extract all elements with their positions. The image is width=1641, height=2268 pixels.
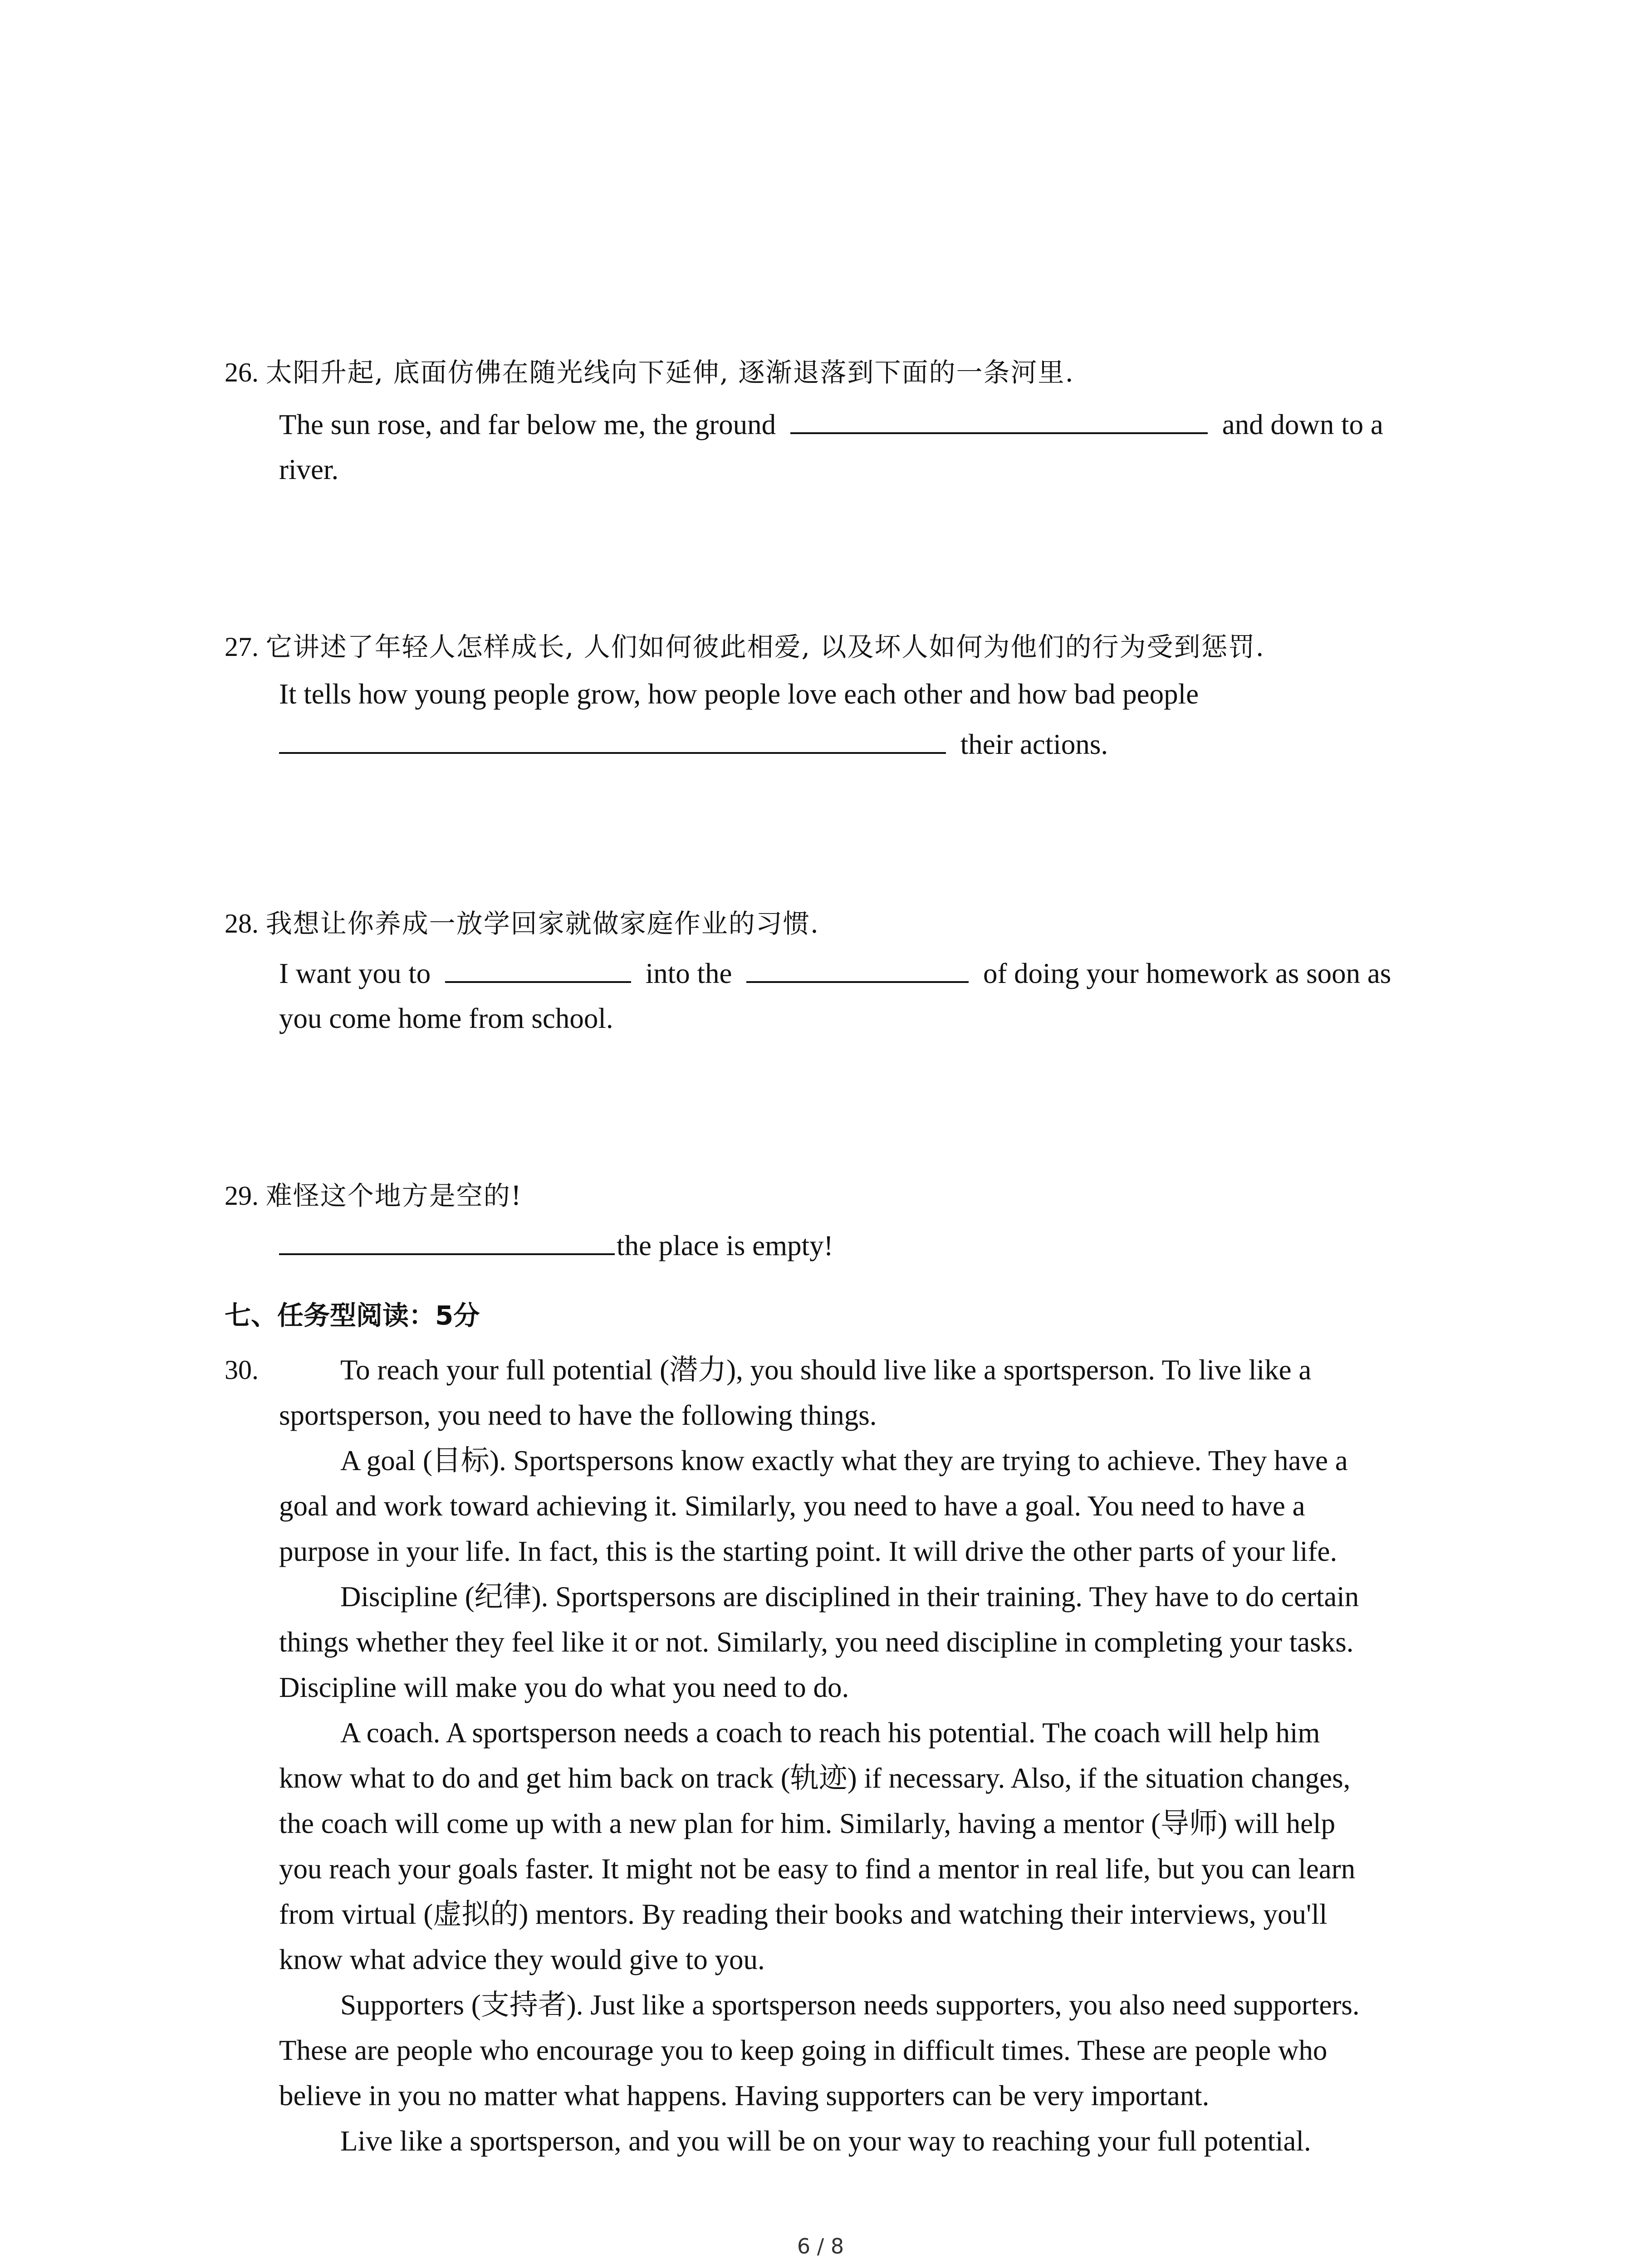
section-7-heading: 七、任务型阅读：5分	[225, 1300, 480, 1331]
q28-chinese-sentence: 我想让你养成一放学回家就做家庭作业的习惯.	[265, 908, 820, 939]
q28-english-line1	[279, 955, 1391, 992]
passage-line: Live like a sportsperson, and you will be on your way to reaching your full potential.	[340, 2125, 1311, 2157]
q29-english-line1	[279, 1227, 833, 1264]
q26-number: 26.	[225, 357, 259, 387]
q29-prompt	[225, 1177, 522, 1214]
q29-number: 29.	[225, 1181, 259, 1211]
passage-line: A goal (目标). Sportspersons know exactly what they are trying to achieve. They have a	[340, 1445, 1348, 1476]
q28-english-line2: you come home from school.	[279, 1002, 613, 1034]
q27-answer-blank[interactable]	[279, 726, 946, 754]
q28-answer-blank-2[interactable]	[746, 955, 969, 983]
q26-text-after-blank: and down to a	[1222, 409, 1383, 440]
page-number: 6 / 8	[797, 2234, 844, 2258]
passage-line: sportsperson, you need to have the following things.	[279, 1399, 877, 1431]
q27-english-line2	[279, 726, 1108, 763]
passage-line: know what to do and get him back on track (轨迹) if necessary. Also, if the situation changes,	[279, 1762, 1351, 1794]
passage-line: purpose in your life. In fact, this is the starting point. It will drive the other parts of your life.	[279, 1535, 1337, 1567]
q27-prompt	[225, 628, 1265, 665]
q26-prompt	[225, 354, 1074, 391]
q26-answer-blank[interactable]	[790, 406, 1208, 434]
q28-prompt	[225, 905, 819, 942]
passage-line: Discipline will make you do what you need to do.	[279, 1672, 849, 1703]
passage-line: These are people who encourage you to keep going in difficult times. These are people who	[279, 2034, 1327, 2066]
passage-line: believe in you no matter what happens. Having supporters can be very important.	[279, 2080, 1210, 2112]
q28-answer-blank-1[interactable]	[445, 955, 631, 983]
passage-line: goal and work toward achieving it. Similarly, you need to have a goal. You need to have a	[279, 1490, 1305, 1522]
q27-text-after-blank: their actions.	[960, 728, 1108, 760]
q26-english-line2: river.	[279, 454, 339, 485]
passage-line: the coach will come up with a new plan for him. Similarly, having a mentor (导师) will help	[279, 1808, 1336, 1839]
q29-text-after-blank: the place is empty!	[617, 1230, 833, 1261]
q29-chinese-sentence: 难怪这个地方是空的!	[265, 1180, 523, 1211]
q28-text-part2: into the	[645, 958, 732, 989]
q26-chinese-sentence: 太阳升起, 底面仿佛在随光线向下延伸, 逐渐退落到下面的一条河里.	[265, 357, 1074, 388]
q27-number: 27.	[225, 632, 259, 662]
passage-line: know what advice they would give to you.	[279, 1944, 765, 1975]
passage-line: A coach. A sportsperson needs a coach to reach his potential. The coach will help him	[340, 1717, 1320, 1749]
q28-text-part3: of doing your homework as soon as	[983, 958, 1391, 989]
passage-line: things whether they feel like it or not. Similarly, you need discipline in completing your tasks.	[279, 1626, 1354, 1658]
q26-english-line1	[279, 406, 1383, 443]
passage-line: To reach your full potential (潜力), you should live like a sportsperson. To live like a	[340, 1354, 1312, 1386]
q28-number: 28.	[225, 909, 259, 938]
passage-line: Discipline (纪律). Sportspersons are disciplined in their training. They have to do certain	[340, 1581, 1359, 1613]
q27-english-line1: It tells how young people grow, how people love each other and how bad people	[279, 678, 1199, 710]
passage-line: you reach your goals faster. It might not be easy to find a mentor in real life, but you can learn	[279, 1853, 1356, 1885]
q26-text-before-blank: The sun rose, and far below me, the ground	[279, 409, 776, 440]
q28-text-part1: I want you to	[279, 958, 431, 989]
passage-line: Supporters (支持者). Just like a sportsperson needs supporters, you also need supporters.	[340, 1989, 1360, 2021]
q27-chinese-sentence: 它讲述了年轻人怎样成长, 人们如何彼此相爱, 以及坏人如何为他们的行为受到惩罚.	[265, 631, 1265, 662]
passage-line: from virtual (虚拟的) mentors. By reading their books and watching their interviews, you'll	[279, 1898, 1327, 1930]
q30-number: 30.	[225, 1355, 259, 1385]
q29-answer-blank[interactable]	[279, 1227, 615, 1255]
